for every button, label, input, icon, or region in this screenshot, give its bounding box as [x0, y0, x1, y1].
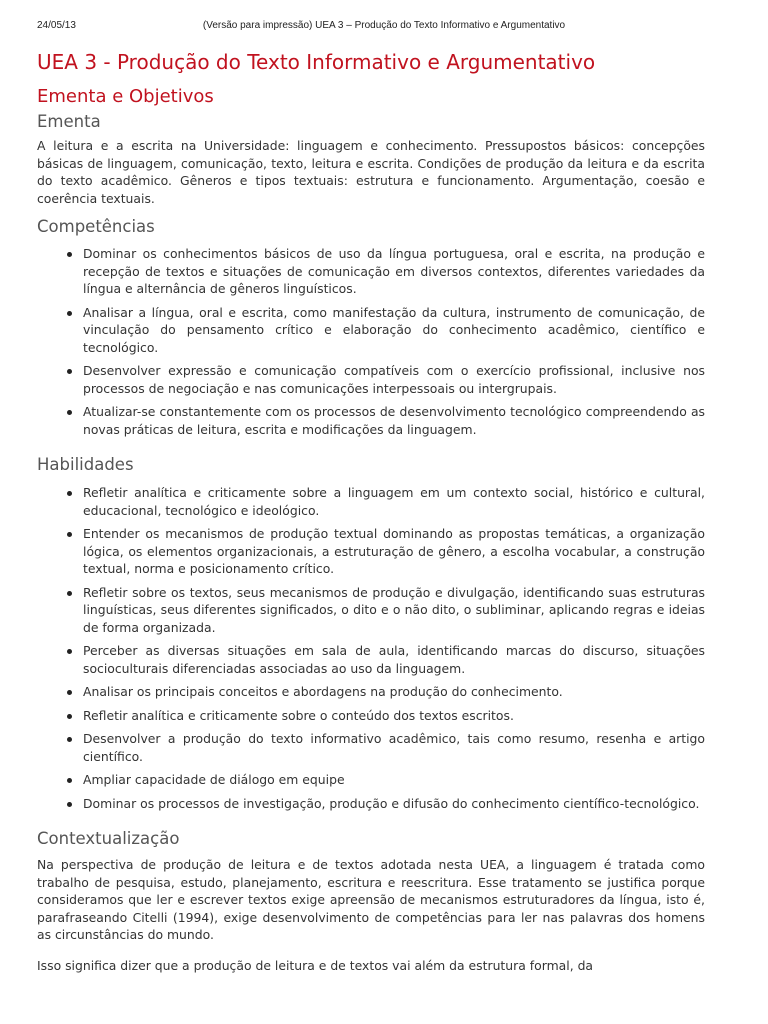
list-item: Refletir sobre os textos, seus mecanismos de produção e divulgação, identificando suas estruturas linguísticas, seus diferentes significados, o dito e o não dito, o subliminar, aplicando regras e ideias de forma organizada.	[37, 584, 705, 637]
print-header	[0, 0, 768, 40]
habilidades-list	[37, 484, 705, 812]
list-item: Perceber as diversas situações em sala de aula, identificando marcas do discurso, situações socioculturais diferenciadas associadas ao uso da linguagem.	[37, 642, 705, 677]
print-date: 24/05/13	[37, 20, 76, 31]
document-content	[37, 48, 705, 974]
list-item: Desenvolver a produção do texto informativo acadêmico, tais como resumo, resenha e artigo científico.	[37, 730, 705, 765]
competencias-heading: Competências	[37, 217, 155, 236]
list-item: Analisar os principais conceitos e abordagens na produção do conhecimento.	[37, 683, 705, 701]
contextualizacao-paragraph: Na perspectiva de produção de leitura e de textos adotada nesta UEA, a linguagem é tratada como trabalho de pesquisa, estudo, planejamento, escritura e reescritura. Esse tratamento se justifica porque consideramos que ler e escrever textos exige apreensão de mecanismos estruturadores da língua, isto é, parafraseando Citelli (1994), exige desenvolvimento de competências para ler nas palavras dos homens as circunstâncias do mundo.	[37, 857, 705, 942]
list-item: Atualizar-se constantemente com os processos de desenvolvimento tecnológico compreendendo as novas práticas de leitura, escrita e modificações da linguagem.	[37, 403, 705, 438]
competencias-list	[37, 245, 705, 438]
habilidades-heading: Habilidades	[37, 455, 134, 474]
ementa-text: A leitura e a escrita na Universidade: linguagem e conhecimento. Pressupostos básicos: concepções básicas de linguagem, comunicação, texto, leitura e escrita. Condições de produção da leitura e da escrita do texto acadêmico. Gêneros e tipos textuais: estrutura e funcionamento. Argumentação, coesão e coerência textuais.	[37, 138, 705, 206]
list-item: Desenvolver expressão e comunicação compatíveis com o exercício profissional, inclusive nos processos de negociação e nas comunicações interpessoais ou intergrupais.	[37, 362, 705, 397]
contextualizacao-heading: Contextualização	[37, 829, 180, 848]
list-item: Analisar a língua, oral e escrita, como manifestação da cultura, instrumento de comunicação, de vinculação do pensamento crítico e elaboração do conhecimento acadêmico, científico e tecnológico.	[37, 304, 705, 357]
list-item: Entender os mecanismos de produção textual dominando as propostas temáticas, a organização lógica, os elementos organizacionais, a estruturação de gênero, a escolha vocabular, a construção textual, norma e posicionamento crítico.	[37, 525, 705, 578]
ementa-heading: Ementa	[37, 112, 101, 131]
print-title: (Versão para impressão) UEA 3 – Produção do Texto Informativo e Argumentativo	[202, 20, 566, 31]
section-title: Ementa e Objetivos	[37, 86, 214, 107]
list-item: Dominar os conhecimentos básicos de uso da língua portuguesa, oral e escrita, na produção e recepção de textos e situações de comunicação em diversos contextos, diferentes variedades da língua e alternância de gêneros linguísticos.	[37, 245, 705, 298]
list-item: Refletir analítica e criticamente sobre a linguagem em um contexto social, histórico e cultural, educacional, tecnológico e ideológico.	[37, 484, 705, 519]
list-item: Refletir analítica e criticamente sobre o conteúdo dos textos escritos.	[37, 707, 705, 725]
list-item: Ampliar capacidade de diálogo em equipe	[37, 771, 705, 789]
page-title: UEA 3 - Produção do Texto Informativo e Argumentativo	[37, 50, 596, 74]
list-item: Dominar os processos de investigação, produção e difusão do conhecimento científico-tecnológico.	[37, 795, 705, 813]
contextualizacao-paragraph: Isso significa dizer que a produção de leitura e de textos vai além da estrutura formal, da	[37, 957, 594, 973]
